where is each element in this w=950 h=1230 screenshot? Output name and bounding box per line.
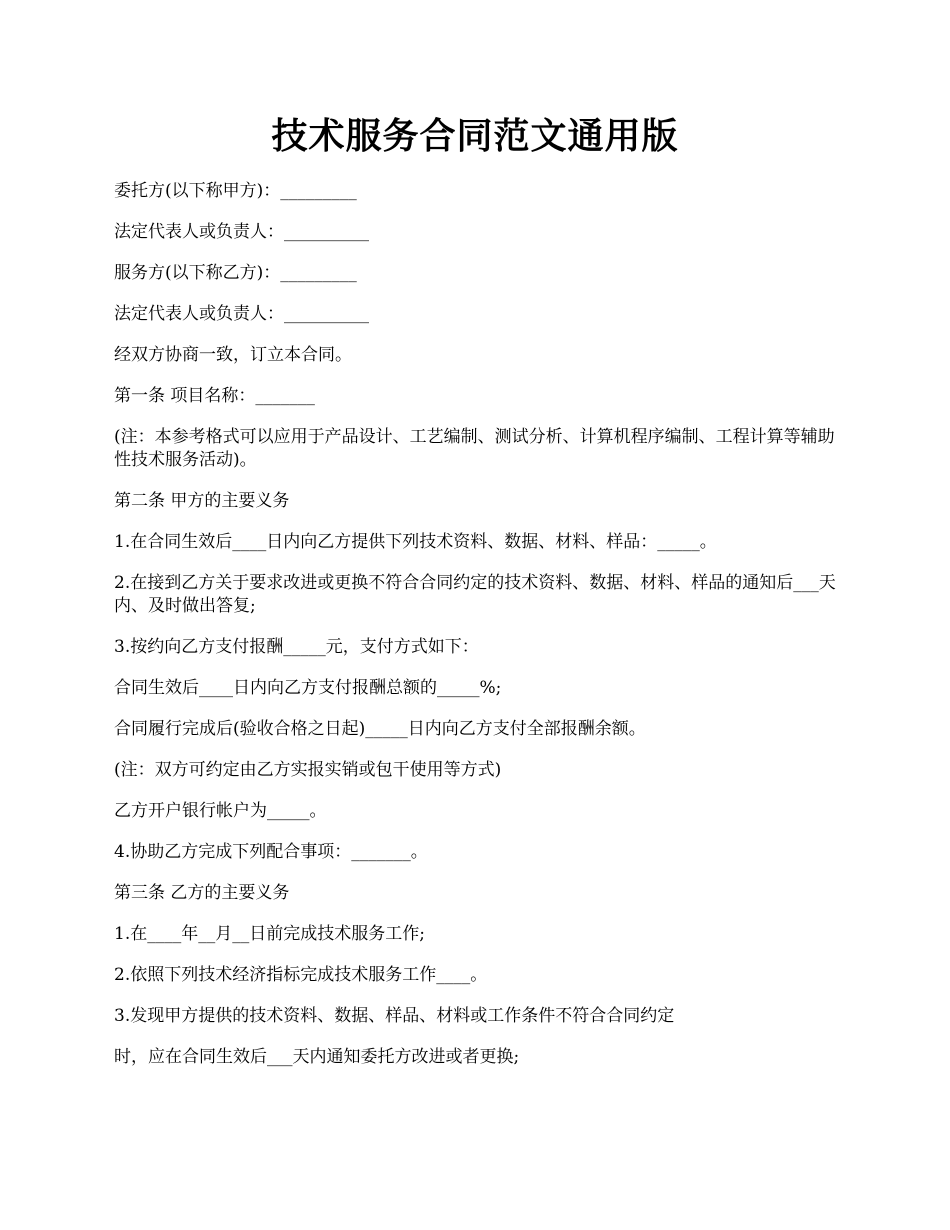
- paragraph-provider-representative: 法定代表人或负责人：__________: [114, 304, 369, 324]
- list-item: 3.按约向乙方支付报酬_____元，支付方式如下：: [114, 637, 479, 657]
- paragraph-payment-advance: 合同生效后____日内向乙方支付报酬总额的_____%;: [114, 678, 502, 698]
- paragraph-agreement: 经双方协商一致，订立本合同。: [114, 345, 352, 365]
- list-item: 1.在____年__月__日前完成技术服务工作;: [114, 924, 425, 944]
- paragraph-client: 委托方(以下称甲方)：_________: [114, 181, 357, 201]
- paragraph-continuation: 时，应在合同生效后___天内通知委托方改进或者更换;: [114, 1047, 520, 1067]
- paragraph-bank-account: 乙方开户银行帐户为_____。: [114, 801, 327, 821]
- list-item: 4.协助乙方完成下列配合事项：_______。: [114, 842, 428, 862]
- document-body: [114, 180, 838, 1069]
- list-item: 2.依照下列技术经济指标完成技术服务工作____。: [114, 965, 488, 985]
- paragraph-note-scope: (注：本参考格式可以应用于产品设计、工艺编制、测试分析、计算机程序编制、工程计算等辅助性技术服务活动)。: [114, 427, 835, 470]
- list-item: 1.在合同生效后____日内向乙方提供下列技术资料、数据、材料、样品：_____。: [114, 532, 717, 552]
- article-1-heading: 第一条 项目名称：_______: [114, 386, 315, 406]
- article-2-heading: 第二条 甲方的主要义务: [114, 491, 290, 511]
- document-title: 技术服务合同范文通用版: [271, 115, 679, 157]
- paragraph-provider: 服务方(以下称乙方)：_________: [114, 263, 357, 283]
- paragraph-client-representative: 法定代表人或负责人：__________: [114, 222, 369, 242]
- list-item: 3.发现甲方提供的技术资料、数据、样品、材料或工作条件不符合合同约定: [114, 1006, 675, 1026]
- article-3-heading: 第三条 乙方的主要义务: [114, 883, 290, 903]
- list-item: 2.在接到乙方关于要求改进或更换不符合合同约定的技术资料、数据、材料、样品的通知后___天内、及时做出答复;: [114, 573, 836, 616]
- paragraph-payment-balance: 合同履行完成后(验收合格之日起)_____日内向乙方支付全部报酬余额。: [114, 719, 646, 739]
- paragraph-note-payment: (注：双方可约定由乙方实报实销或包干使用等方式): [114, 760, 502, 780]
